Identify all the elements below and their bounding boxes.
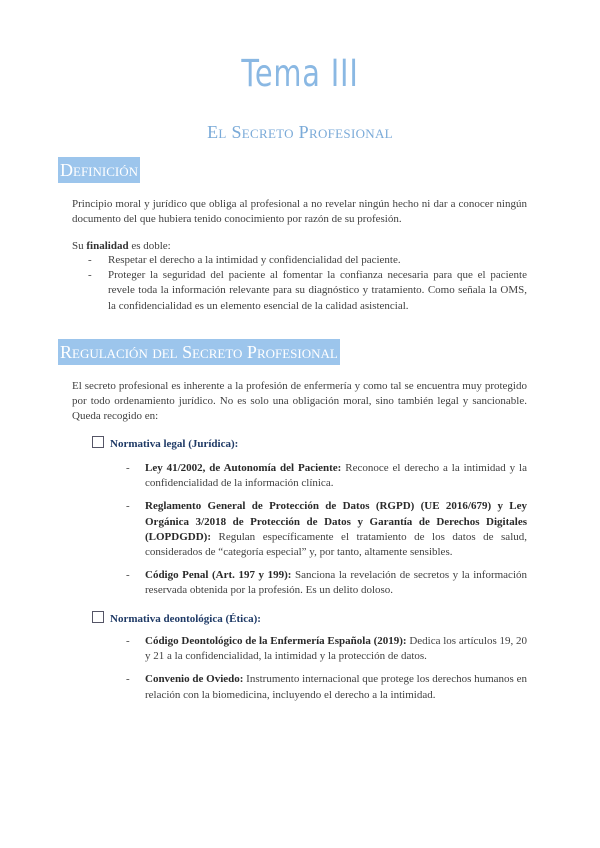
item-bold: Código Penal (Art. 197 y 199):: [145, 569, 292, 582]
item-text: Instrumento internacional que protege los derechos humanos en relación con la biomedicina, incluyendo el derecho a la intimidad.: [145, 673, 527, 701]
deontologica-list: [126, 634, 527, 711]
deontologica-heading: [92, 611, 261, 625]
item-bold: Convenio de Oviedo:: [145, 673, 244, 686]
item-bold: Código Deontológico de la Enfermería Española (2019):: [145, 635, 407, 647]
legal-heading: [92, 436, 238, 450]
finalidad-pre: Su: [72, 240, 87, 252]
finalidad-bold: finalidad: [86, 240, 129, 252]
page-subtitle: El Secreto Profesional: [207, 122, 393, 142]
regulation-paragraph: El secreto profesional es inherente a la profesión de enfermería y como tal se encuentra muy protegido por todo ordenamiento jurídico. No es solo una obligación moral, sino también legal y sancionable. Queda recogido en:: [72, 380, 527, 423]
item-bold: Ley 41/2002, de Autonomía del Paciente:: [145, 462, 342, 474]
deontologica-heading-label: Normativa deontológica (Ética):: [110, 613, 261, 625]
finalidad-line: [72, 239, 527, 254]
list-item: - Respetar el derecho a la intimidad y confidencialidad del paciente.: [72, 253, 527, 268]
checkbox-icon: [92, 436, 104, 448]
section-heading-definicion: Definición: [58, 157, 140, 183]
list-item: [126, 672, 527, 702]
item-bold: Reglamento General de Protección de Datos (RGPD) (UE 2016/679) y Ley Orgánica 3/2018 de Protección de Datos y Garantía de Derechos Digitales (LOPDGDD):: [145, 500, 527, 543]
finalidad-post: es doble:: [128, 240, 171, 252]
item-text: Sanciona la revelación de secretos y la información reservada obtenida por la profesión. Es un delito doloso.: [145, 569, 527, 597]
legal-heading-label: Normativa legal (Jurídica):: [110, 438, 239, 450]
page-title: Tema III: [241, 52, 359, 95]
item-text: Reconoce el derecho a la intimidad y la confidencialidad de la información clínica.: [145, 462, 527, 490]
section-heading-regulacion: Regulación del Secreto Profesional: [58, 339, 340, 365]
list-item: - Proteger la seguridad del paciente al fomentar la confianza necesaria para que el paciente revele toda la información relevante para su diagnóstico y tratamiento. Como señala la OMS, la confidencialidad es un elemento esencial de la calidad asistencial.: [72, 268, 527, 314]
list-item: [126, 461, 527, 491]
item-text: Regulan específicamente el tratamiento de los datos de salud, considerados de “categoría especial” y, por tanto, altamente sensibles.: [145, 530, 527, 559]
checkbox-icon: [92, 611, 104, 623]
definition-paragraph: Principio moral y jurídico que obliga al profesional a no revelar ningún hecho ni dar a conocer ningún documento del que hubiera tenido conocimiento por razón de su profesión.: [72, 198, 527, 226]
list-item: [126, 499, 527, 560]
list-item: [126, 568, 527, 598]
item-text: Dedica los artículos 19, 20 y 21 a la confidencialidad, la intimidad y la protección de datos.: [145, 635, 527, 663]
list-item: [126, 634, 527, 664]
finalidad-list: [72, 253, 527, 314]
legal-list: [126, 461, 527, 607]
